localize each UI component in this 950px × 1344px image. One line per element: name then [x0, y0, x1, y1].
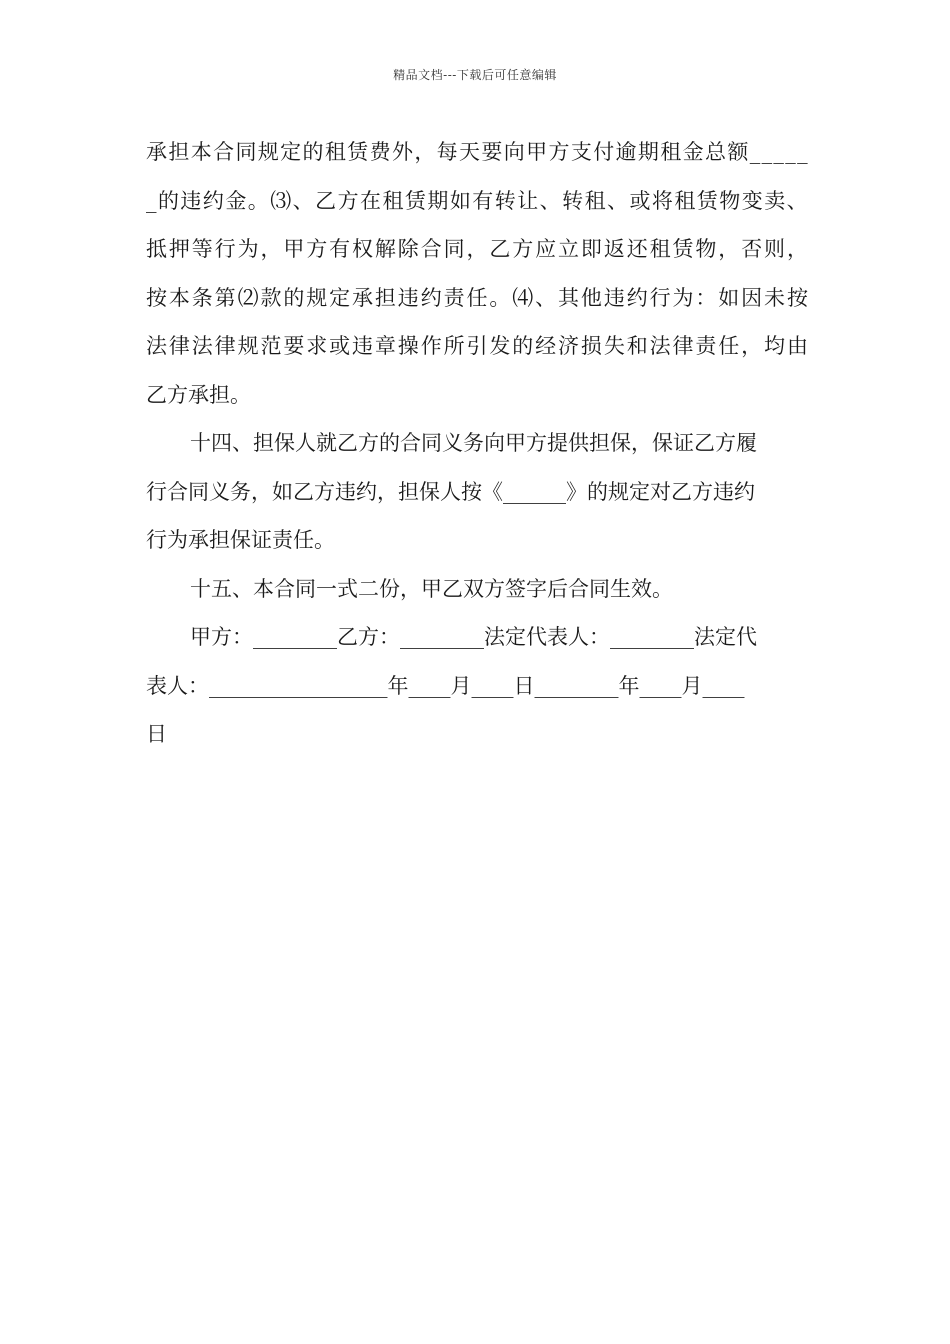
clause-14-line: 行合同义务，如乙方违约，担保人按《______》的规定对乙方违约 — [146, 479, 755, 504]
body-line: 法 律 法 律 规 范 要 求 或 违 章 操 作 所 引 发 的 经 济 损 失 和 法 律 责 任 ， 均 由 — [146, 334, 808, 358]
body-line: 抵 押 等 行 为 ， 甲 方 有 权 解 除 合 同 ， 乙 方 应 立 即 返 还 租 赁 物 ， 否 则 ， — [146, 237, 808, 261]
clause-15-line: 十五、本合同一式二份，甲乙双方签字后合同生效。 — [190, 576, 673, 601]
signature-line: 甲方：________乙方：________法定代表人：________法定代 — [190, 625, 757, 649]
signature-line: 表人：_________________年____月____日________年____月____ — [146, 673, 745, 698]
clause-14-line: 十四、担保人就乙方的合同义务向甲方提供担保，保证乙方履 — [190, 431, 757, 455]
body-line: 乙方承担。 — [146, 382, 251, 407]
signature-line: 日 — [146, 722, 167, 746]
body-line: 承 担 本 合 同 规 定 的 租 赁 费 外 ， 每 天 要 向 甲 方 支 付 逾 期 租 金 总 额 _ _ _ _ _ — [146, 140, 808, 164]
body-line: _ 的 违 约 金 。 ⑶ 、 乙 方 在 租 赁 期 如 有 转 让 、 转 租 、 或 将 租 赁 物 变 卖 、 — [146, 188, 808, 213]
clause-14-line: 行为承担保证责任。 — [146, 528, 335, 552]
body-line: 按 本 条 第 ⑵ 款 的 规 定 承 担 违 约 责 任 。 ⑷ 、 其 他 违 约 行 为 ： 如 因 未 按 — [146, 285, 808, 310]
document-body — [146, 128, 808, 759]
page-header: 精品文档---下载后可任意编辑 — [393, 68, 557, 82]
